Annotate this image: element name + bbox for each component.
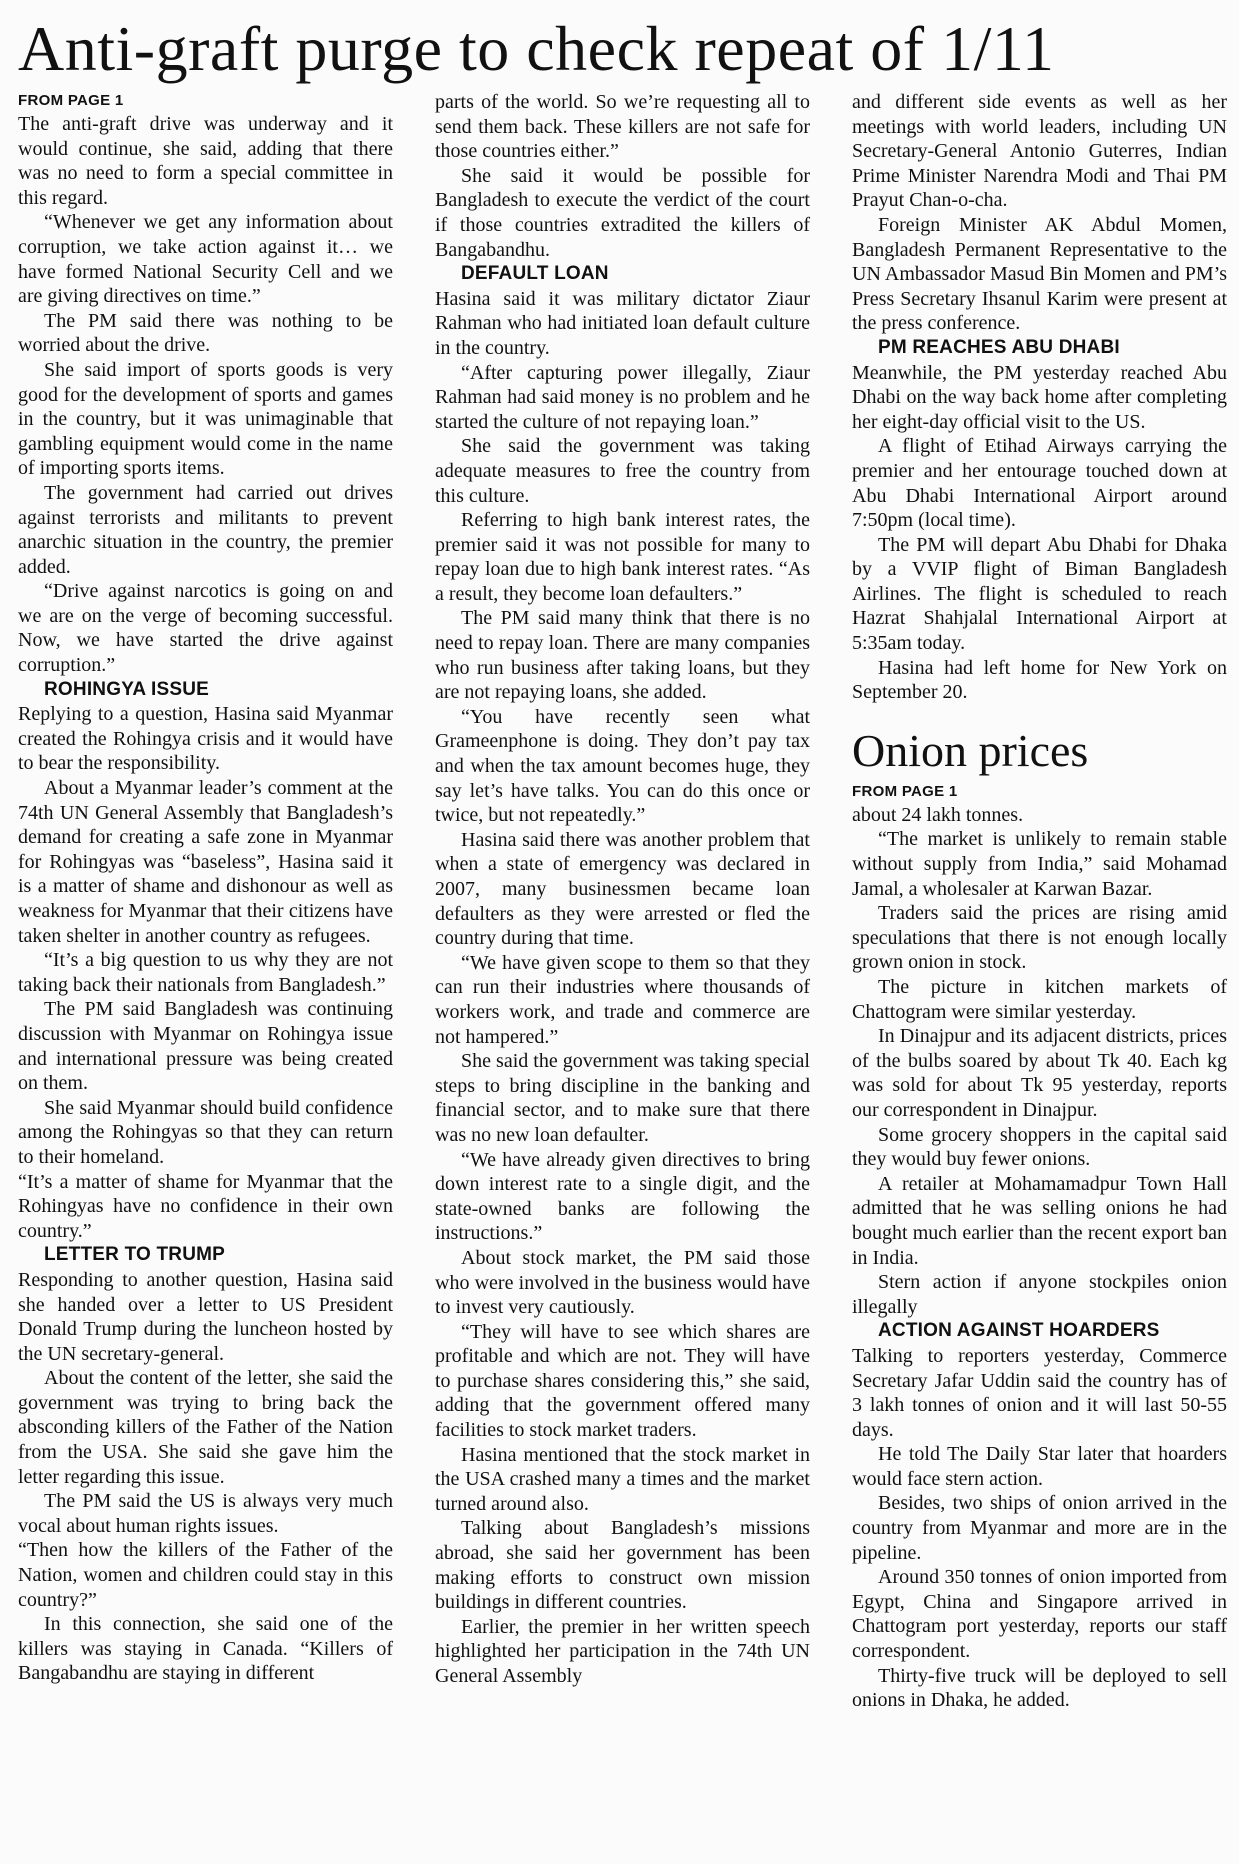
article-paragraph: Foreign Minister AK Abdul Momen, Bangladesh Permanent Representative to the UN Ambassador Masud Bin Momen and PM’s Press Secretary Ihsanul Karim were present at the press conference. [852, 213, 1227, 335]
article-paragraph: A retailer at Mohamamadpur Town Hall admitted that he was selling onions he had bought much earlier than the recent export ban in India. [852, 1172, 1227, 1269]
article-columns [18, 90, 1227, 1713]
column-1-body [18, 112, 393, 1686]
onion-from-page-label: FROM PAGE 1 [852, 782, 958, 800]
column-2-body [435, 90, 810, 1689]
article-paragraph: About stock market, the PM said those who were involved in the business would have to invest very cautiously. [435, 1246, 810, 1319]
article-paragraph: Hasina said there was another problem that when a state of emergency was declared in 2007, many businessmen became loan defaulters as they were arrested or fled the country during that time. [435, 828, 810, 950]
column-3 [852, 90, 1227, 1713]
article-paragraph: Responding to another question, Hasina said she handed over a letter to US President Donald Trump during the luncheon hosted by the UN secretary-general. [18, 1268, 393, 1365]
article-paragraph: The PM said Bangladesh was continuing discussion with Myanmar on Rohingya issue and international pressure was being created on them. [18, 998, 393, 1095]
article-paragraph: She said import of sports goods is very good for the development of sports and games in the country, but it was unimaginable that gambling equipment would come in the name of importing sports items. [18, 358, 393, 480]
article-paragraph: Talking to reporters yesterday, Commerce Secretary Jafar Uddin said the country has of 3 lakh tonnes of onion and it will last 50-55 days. [852, 1344, 1227, 1441]
article-paragraph: In Dinajpur and its adjacent districts, prices of the bulbs soared by about Tk 40. Each kg was sold for about Tk 95 yesterday, reports our correspondent in Dinajpur. [852, 1025, 1227, 1121]
article-paragraph: She said it would be possible for Bangladesh to execute the verdict of the court if those countries extradited the killers of Bangabandhu. [435, 164, 810, 261]
article-paragraph: “You have recently seen what Grameenphone is doing. They don’t pay tax and when the tax amount becomes huge, they say let’s have talks. You can do this once or twice, but not repeatedly.” [435, 705, 810, 827]
article-paragraph: “Whenever we get any information about corruption, we take action against it… we have formed National Security Cell and we are giving directives on time.” [18, 211, 393, 308]
article-paragraph: “We have already given directives to bring down interest rate to a single digit, and the state-owned banks are following the instructions.” [435, 1148, 810, 1245]
article-paragraph: “They will have to see which shares are profitable and which are not. They will have to purchase shares considering this,” she said, adding that the government offered many facilities to stock market traders. [435, 1320, 810, 1442]
article-paragraph: Traders said the prices are rising amid speculations that there is not enough locally grown onion in stock. [852, 902, 1227, 974]
article-paragraph: about 24 lakh tonnes. [852, 803, 1024, 826]
article-paragraph: “It’s a matter of shame for Myanmar that the Rohingyas have no confidence in their own country.” [18, 1170, 393, 1242]
article-paragraph: “The market is unlikely to remain stable without supply from India,” said Mohamad Jamal, a wholesaler at Karwan Bazar. [852, 828, 1227, 900]
article-paragraph: and different side events as well as her meetings with world leaders, including UN Secretary-General Antonio Guterres, Indian Prime Minister Narendra Modi and Thai PM Prayut Chan-o-cha. [852, 91, 1227, 212]
article-paragraph: Hasina said it was military dictator Ziaur Rahman who had initiated loan default culture in the country. [435, 287, 810, 359]
article-headline: Anti-graft purge to check repeat of 1/11 [18, 13, 1055, 84]
article-paragraph: Some grocery shoppers in the capital said they would buy fewer onions. [852, 1123, 1227, 1171]
article-paragraph: He told The Daily Star later that hoarders would face stern action. [852, 1443, 1227, 1490]
article-paragraph: In this connection, she said one of the killers was staying in Canada. “Killers of Bangabandhu are staying in different [18, 1613, 393, 1685]
article-paragraph: Referring to high bank interest rates, the premier said it was not possible for many to repay loan due to high bank interest rates. “As a result, they become loan defaulters.” [435, 509, 810, 605]
article-paragraph: The government had carried out drives against terrorists and militants to prevent anarchic situation in the country, the premier added. [18, 481, 393, 578]
article-paragraph: She said the government was taking adequate measures to free the country from this culture. [435, 435, 810, 507]
onion-article-body [852, 803, 1227, 1713]
column-2 [435, 90, 810, 1713]
onion-prices-headline: Onion prices [852, 724, 1089, 776]
article-paragraph: “It’s a big question to us why they are not taking back their nationals from Bangladesh.” [18, 949, 393, 996]
article-paragraph: Hasina mentioned that the stock market in the USA crashed many a times and the market turned around also. [435, 1443, 810, 1515]
article-paragraph: Besides, two ships of onion arrived in the country from Myanmar and more are in the pipeline. [852, 1492, 1227, 1564]
article-paragraph: “Drive against narcotics is going on and we are on the verge of becoming successful. Now, we have started the drive against corruption.” [18, 580, 393, 677]
article-paragraph: Replying to a question, Hasina said Myanmar created the Rohingya crisis and it would have to bear the responsibility. [18, 703, 393, 775]
article-paragraph: Around 350 tonnes of onion imported from Egypt, China and Singapore arrived in Chattogram port yesterday, reports our staff correspondent. [852, 1566, 1227, 1663]
article-paragraph: The PM said the US is always very much vocal about human rights issues. [18, 1490, 393, 1537]
article-paragraph: The anti-graft drive was underway and it would continue, she said, adding that there was no need to form a special committee in this regard. [18, 113, 393, 209]
article-paragraph: The PM will depart Abu Dhabi for Dhaka by a VVIP flight of Biman Bangladesh Airlines. The flight is scheduled to reach Hazrat Shahjalal International Airport at 5:35am today. [852, 533, 1227, 655]
article-paragraph: Earlier, the premier in her written speech highlighted her participation in the 74th UN General Assembly [435, 1615, 810, 1687]
article-paragraph: The picture in kitchen markets of Chattogram were similar yesterday. [852, 976, 1227, 1023]
article-paragraph: About a Myanmar leader’s comment at the 74th UN General Assembly that Bangladesh’s demand for creating a safe zone in Myanmar for Rohingyas was “baseless”, Hasina said it is a matter of shame and dishonour as well as weakness for Myanmar that their citizens have taken shelter in another country as refugees. [18, 777, 393, 947]
article-paragraph: Hasina had left home for New York on September 20. [852, 656, 1227, 704]
article-paragraph: Stern action if anyone stockpiles onion illegally [852, 1271, 1227, 1318]
article-paragraph: A flight of Etihad Airways carrying the premier and her entourage touched down at Abu Dhabi International Airport around 7:50pm (local time). [852, 435, 1227, 532]
article-paragraph: About the content of the letter, she said the government was trying to bring back the absconding killers of the Father of the Nation from the USA. She said she gave him the letter regarding this issue. [18, 1367, 393, 1488]
article-paragraph: parts of the world. So we’re requesting all to send them back. These killers are not safe for those countries either.” [435, 91, 810, 163]
section-subhead: DEFAULT LOAN [461, 263, 609, 285]
article-paragraph: Thirty-five truck will be deployed to sell onions in Dhaka, he added. [852, 1664, 1227, 1712]
section-subhead: PM REACHES ABU DHABI [878, 336, 1120, 358]
section-subhead: ACTION AGAINST HOARDERS [878, 1320, 1160, 1342]
article-paragraph: “Then how the killers of the Father of the Nation, women and children could stay in this country?” [18, 1539, 393, 1611]
from-page-label: FROM PAGE 1 [18, 92, 124, 109]
section-subhead: ROHINGYA ISSUE [44, 678, 210, 700]
article-paragraph: Meanwhile, the PM yesterday reached Abu Dhabi on the way back home after completing her eight-day official visit to the US. [852, 361, 1227, 433]
article-paragraph: “After capturing power illegally, Ziaur Rahman had said money is no problem and he started the culture of not repaying loan.” [435, 361, 810, 433]
article-paragraph: She said Myanmar should build confidence among the Rohingyas so that they can return to their homeland. [18, 1096, 393, 1168]
article-paragraph: She said the government was taking special steps to bring discipline in the banking and financial sector, and to make sure that there was no new loan defaulter. [435, 1050, 810, 1146]
article-paragraph: Talking about Bangladesh’s missions abroad, she said her government has been making efforts to construct own mission buildings in different countries. [435, 1517, 810, 1614]
article-paragraph: The PM said there was nothing to be worried about the drive. [18, 309, 393, 357]
article-paragraph: “We have given scope to them so that they can run their industries where thousands of workers work, and trade and commerce are not hampered.” [435, 951, 810, 1048]
column-3-body [852, 90, 1227, 705]
column-1 [18, 90, 393, 1713]
section-subhead: LETTER TO TRUMP [44, 1244, 226, 1266]
article-paragraph: The PM said many think that there is no need to repay loan. There are many companies who run business after taking loans, but they are not repaying loans, she added. [435, 607, 810, 704]
